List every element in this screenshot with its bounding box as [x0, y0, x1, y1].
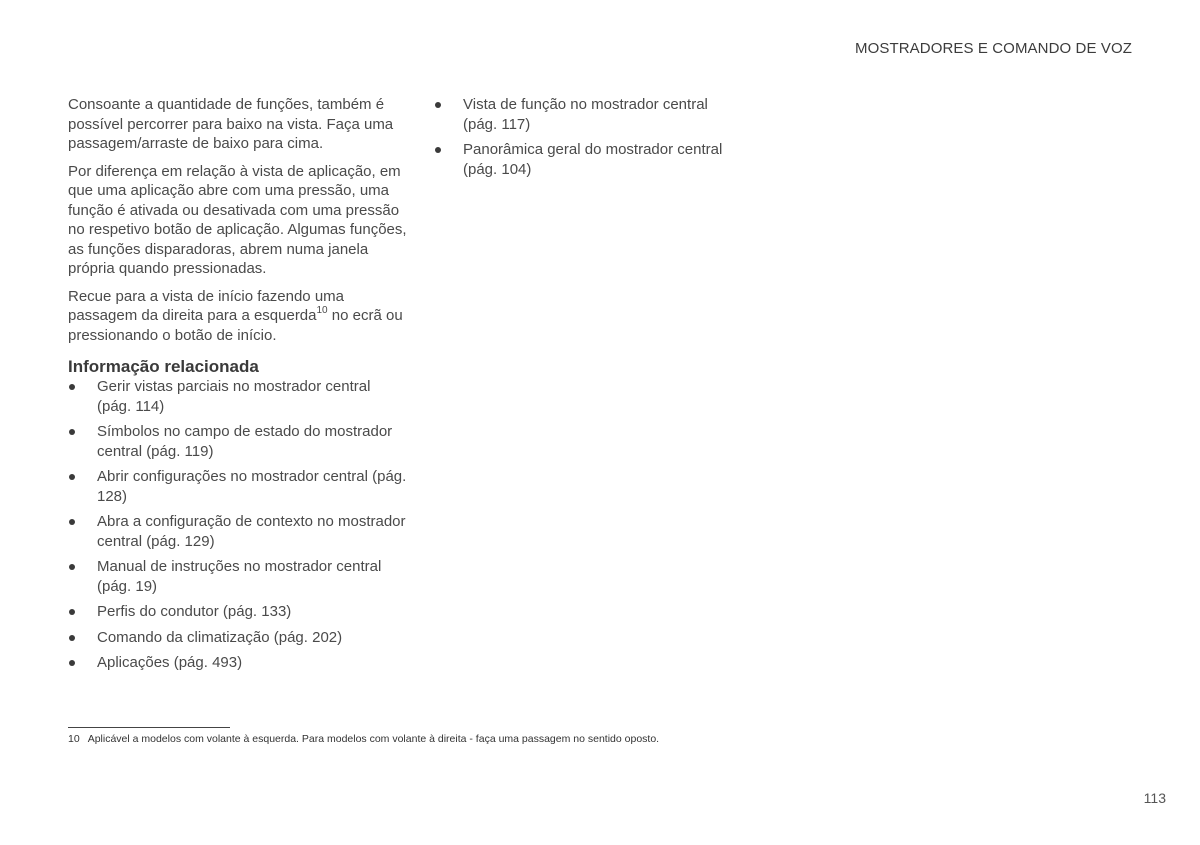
bullet-icon [69, 635, 75, 641]
left-column [68, 95, 408, 679]
footnote [68, 733, 659, 745]
bullet-icon [435, 102, 441, 108]
related-link-item[interactable] [68, 628, 408, 648]
related-link-item[interactable] [68, 557, 408, 596]
paragraph-3-text-end: no ecrã ou pressionando o botão de início. [68, 307, 403, 344]
related-link-item[interactable] [434, 95, 734, 134]
bullet-icon [435, 147, 441, 153]
related-link-item[interactable] [68, 653, 408, 673]
footnote-reference[interactable]: 10 [316, 305, 328, 316]
middle-column [434, 95, 734, 185]
related-link-text[interactable]: Abrir configurações no mostrador central (pág. 128) [97, 468, 407, 505]
related-link-text[interactable]: Vista de função no mostrador central (pág. 117) [463, 96, 708, 133]
footnote-divider [68, 727, 230, 728]
related-links-list-continued [434, 95, 734, 179]
related-info-heading: Informação relacionada [68, 357, 259, 376]
related-link-text[interactable]: Comando da climatização (pág. 202) [97, 628, 343, 646]
bullet-icon [69, 474, 75, 480]
related-link-text[interactable]: Perfis do condutor (pág. 133) [97, 603, 292, 620]
body-paragraph-2: Por diferença em relação à vista de aplicação, em que uma aplicação abre com uma pressão, uma função é ativada ou desativada com uma pressão no respetivo botão de aplicação. Algumas funções, as funções disparadoras, abrem numa janela própria quando pressionadas. [68, 162, 407, 277]
paragraph-3-text-start: Recue para a vista de início fazendo uma passagem da direita para a esquerda [68, 287, 344, 324]
related-link-item[interactable] [68, 602, 408, 622]
related-link-text[interactable]: Gerir vistas parciais no mostrador central (pág. 114) [97, 378, 371, 415]
related-link-text[interactable]: Manual de instruções no mostrador central (pág. 19) [97, 558, 382, 595]
bullet-icon [69, 519, 75, 525]
body-paragraph-1: Consoante a quantidade de funções, também é possível percorrer para baixo na vista. Faça uma passagem/arraste de baixo para cima. [68, 96, 394, 152]
related-links-list [68, 377, 408, 673]
related-link-item[interactable] [68, 512, 408, 551]
related-link-item[interactable] [68, 422, 408, 461]
footnote-text: Aplicável a modelos com volante à esquerda. Para modelos com volante à direita - faça uma passagem no sentido oposto. [87, 733, 660, 745]
bullet-icon [69, 429, 75, 435]
related-link-item[interactable] [434, 140, 734, 179]
bullet-icon [69, 564, 75, 570]
related-link-item[interactable] [68, 377, 408, 416]
page-number: 113 [1143, 790, 1166, 806]
related-link-item[interactable] [68, 467, 408, 506]
bullet-icon [69, 660, 75, 666]
footnote-number: 10 [68, 733, 80, 745]
related-link-text[interactable]: Símbolos no campo de estado do mostrador central (pág. 119) [97, 423, 393, 460]
body-paragraph-3 [68, 287, 408, 346]
related-link-text[interactable]: Abra a configuração de contexto no mostrador central (pág. 129) [97, 513, 406, 550]
bullet-icon [69, 609, 75, 615]
bullet-icon [69, 384, 75, 390]
section-header: MOSTRADORES E COMANDO DE VOZ [855, 40, 1132, 57]
related-link-text[interactable]: Panorâmica geral do mostrador central (pág. 104) [463, 141, 723, 178]
related-link-text[interactable]: Aplicações (pág. 493) [97, 654, 243, 671]
